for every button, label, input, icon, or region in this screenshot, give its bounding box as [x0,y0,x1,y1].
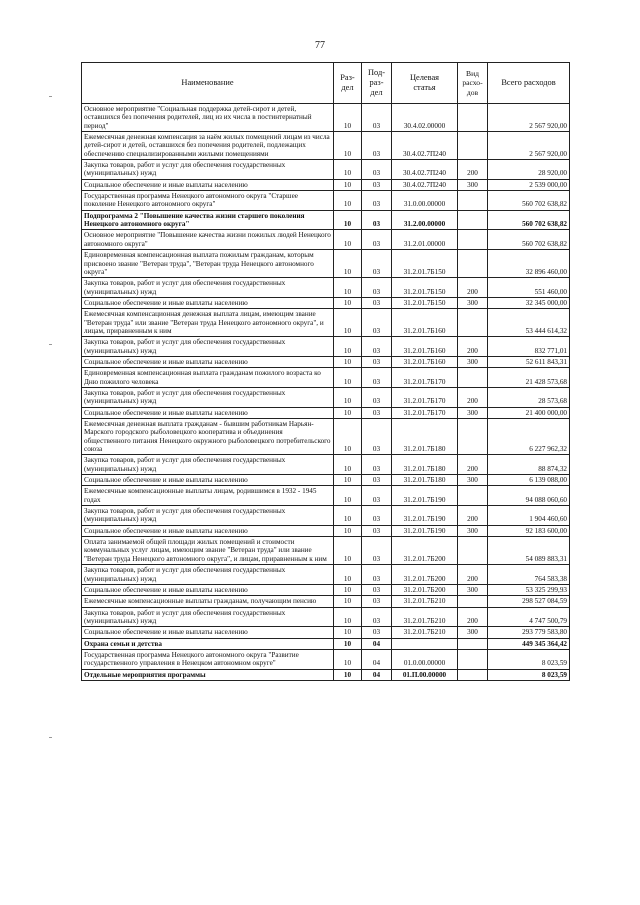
cell-subsection: 04 [362,669,392,680]
cell-amount: 1 904 460,60 [488,506,570,526]
table-row [82,104,570,132]
cell-name: Отдельные мероприятия программы [82,669,334,680]
cell-target: 31.2.01.7Б200 [392,565,458,585]
cell-subsection: 03 [362,210,392,230]
cell-section: 10 [334,537,362,565]
cell-name: Социальное обеспечение и иные выплаты населению [82,179,334,190]
cell-section: 10 [334,525,362,536]
cell-type: 300 [458,297,488,308]
cell-section: 10 [334,250,362,278]
cell-name: Социальное обеспечение и иные выплаты населению [82,627,334,638]
cell-target: 31.2.01.7Б210 [392,627,458,638]
cell-name: Охрана семьи и детства [82,638,334,649]
cell-target: 31.2.01.7Б180 [392,475,458,486]
table-row [82,297,570,308]
cell-section: 10 [334,486,362,506]
table-row [82,506,570,526]
cell-type [458,596,488,607]
cell-type [458,649,488,669]
cell-section: 10 [334,104,362,132]
cell-target: 31.2.01.7Б190 [392,486,458,506]
cell-type: 200 [458,278,488,298]
cell-type: 300 [458,407,488,418]
cell-type [458,104,488,132]
page-number: 77 [315,40,325,51]
table-row [82,337,570,357]
cell-name: Основное мероприятие "Повышение качества жизни пожилых людей Ненецкого автономного округа" [82,230,334,250]
table-row [82,565,570,585]
table-row [82,419,570,455]
cell-name: Закупка товаров, работ и услуг для обеспечения государственных (муниципальных) нужд [82,337,334,357]
cell-target: 30.4.02.7П240 [392,132,458,160]
cell-amount: 8 023,59 [488,649,570,669]
cell-section: 10 [334,669,362,680]
cell-target: 31.2.01.7Б180 [392,455,458,475]
cell-amount: 8 023,59 [488,669,570,680]
table-row [82,250,570,278]
cell-type [458,669,488,680]
cell-amount: 832 771,01 [488,337,570,357]
cell-amount: 53 444 614,32 [488,309,570,337]
cell-type: 300 [458,179,488,190]
cell-section: 10 [334,455,362,475]
scan-mark [49,737,52,738]
cell-type [458,230,488,250]
cell-subsection: 03 [362,337,392,357]
cell-amount: 764 583,38 [488,565,570,585]
cell-name: Закупка товаров, работ и услуг для обеспечения государственных (муниципальных) нужд [82,278,334,298]
cell-name: Социальное обеспечение и иные выплаты населению [82,525,334,536]
cell-target: 31.2.01.7Б160 [392,337,458,357]
cell-name: Социальное обеспечение и иные выплаты населению [82,407,334,418]
cell-amount: 560 702 638,82 [488,230,570,250]
cell-section: 10 [334,407,362,418]
cell-subsection: 03 [362,584,392,595]
cell-section: 10 [334,419,362,455]
cell-target: 01.П.00.00000 [392,669,458,680]
cell-name: Подпрограмма 2 "Повышение качества жизни старшего поколения Ненецкого автономного округа" [82,210,334,230]
cell-target: 31.2.01.7Б160 [392,309,458,337]
cell-type [458,191,488,211]
table-row [82,407,570,418]
cell-subsection: 03 [362,537,392,565]
cell-subsection: 03 [362,250,392,278]
cell-section: 10 [334,132,362,160]
cell-amount: 94 088 060,60 [488,486,570,506]
cell-type: 200 [458,565,488,585]
cell-section: 10 [334,297,362,308]
cell-type [458,132,488,160]
cell-type [458,368,488,388]
cell-type: 200 [458,160,488,180]
cell-amount: 28 920,00 [488,160,570,180]
table-row [82,309,570,337]
cell-subsection: 03 [362,565,392,585]
cell-section: 10 [334,179,362,190]
cell-name: Закупка товаров, работ и услуг для обеспечения государственных (муниципальных) нужд [82,455,334,475]
cell-name: Закупка товаров, работ и услуг для обеспечения государственных (муниципальных) нужд [82,506,334,526]
table-row [82,669,570,680]
cell-subsection: 03 [362,407,392,418]
cell-subsection: 03 [362,132,392,160]
cell-section: 10 [334,565,362,585]
cell-amount: 560 702 638,82 [488,210,570,230]
cell-subsection: 03 [362,179,392,190]
cell-section: 10 [334,649,362,669]
cell-subsection: 03 [362,607,392,627]
table-row [82,230,570,250]
cell-target: 31.2.01.7Б200 [392,537,458,565]
cell-section: 10 [334,230,362,250]
cell-name: Социальное обеспечение и иные выплаты населению [82,356,334,367]
cell-amount: 28 573,68 [488,387,570,407]
table-row [82,191,570,211]
cell-amount: 6 139 088,00 [488,475,570,486]
cell-section: 10 [334,627,362,638]
cell-subsection: 03 [362,230,392,250]
table-body [82,104,570,681]
cell-target: 30.4.02.7П240 [392,179,458,190]
cell-section: 10 [334,638,362,649]
table-row [82,607,570,627]
cell-name: Ежемесячная денежная компенсация за наём жилых помещений лицам из числа детей-сирот и детей, оставшихся без попечения родителей, подлежащих обеспечению специализированными жилыми помещениями [82,132,334,160]
cell-type: 300 [458,584,488,595]
cell-amount: 32 896 460,00 [488,250,570,278]
cell-amount: 2 539 000,00 [488,179,570,190]
header-type: Вид расхо- дов [458,63,488,104]
table-row [82,475,570,486]
cell-section: 10 [334,607,362,627]
cell-name: Ежемесячная денежная выплата гражданам - бывшим работникам Нарьян-Марского городского рыболовецкого кооператива и объединения общественного питания Ненецкого окружного рыболовецкого потребительского союза [82,419,334,455]
cell-subsection: 03 [362,278,392,298]
cell-type: 200 [458,337,488,357]
cell-name: Закупка товаров, работ и услуг для обеспечения государственных (муниципальных) нужд [82,565,334,585]
cell-amount: 54 089 883,31 [488,537,570,565]
cell-target: 31.2.01.7Б200 [392,584,458,595]
cell-target: 31.0.00.00000 [392,191,458,211]
cell-name: Единовременная компенсационная выплата пожилым гражданам, которым присвоено звание "Ветеран труда", "Ветеран труда Ненецкого автономного округа" [82,250,334,278]
cell-amount: 88 874,32 [488,455,570,475]
cell-section: 10 [334,356,362,367]
cell-amount: 298 527 084,59 [488,596,570,607]
cell-target [392,638,458,649]
cell-target: 31.2.01.7Б170 [392,368,458,388]
cell-target: 31.2.01.00000 [392,230,458,250]
cell-target: 30.4.02.00000 [392,104,458,132]
cell-type: 300 [458,525,488,536]
table-row [82,368,570,388]
header-subsection: Под- раз- дел [362,63,392,104]
table-row [82,537,570,565]
cell-type: 200 [458,455,488,475]
cell-section: 10 [334,309,362,337]
cell-type [458,250,488,278]
table-row [82,179,570,190]
cell-amount: 449 345 364,42 [488,638,570,649]
cell-target: 31.2.01.7Б150 [392,278,458,298]
cell-subsection: 03 [362,475,392,486]
table-row [82,525,570,536]
cell-amount: 21 428 573,68 [488,368,570,388]
cell-name: Основное мероприятие "Социальная поддержка детей-сирот и детей, оставшихся без попечения родителей, лиц из их числа в постинтернатный период" [82,104,334,132]
cell-amount: 6 227 962,32 [488,419,570,455]
cell-type [458,210,488,230]
table-row [82,584,570,595]
cell-type: 300 [458,475,488,486]
cell-subsection: 03 [362,387,392,407]
cell-type: 200 [458,607,488,627]
cell-subsection: 03 [362,368,392,388]
table-row [82,627,570,638]
cell-name: Ежемесячные компенсационные выплаты гражданам, получающим пенсию [82,596,334,607]
cell-name: Государственная программа Ненецкого автономного округа "Развитие государственного управления в Ненецком автономном округе" [82,649,334,669]
cell-type: 300 [458,356,488,367]
header-target: Целевая статья [392,63,458,104]
table-header-row [82,63,570,104]
cell-amount: 21 400 000,00 [488,407,570,418]
cell-name: Социальное обеспечение и иные выплаты населению [82,584,334,595]
cell-amount: 560 702 638,82 [488,191,570,211]
cell-type [458,419,488,455]
cell-name: Государственная программа Ненецкого автономного округа "Старшее поколение Ненецкого автономного округа" [82,191,334,211]
cell-name: Закупка товаров, работ и услуг для обеспечения государственных (муниципальных) нужд [82,160,334,180]
cell-target: 01.0.00.00000 [392,649,458,669]
cell-section: 10 [334,278,362,298]
cell-subsection: 03 [362,309,392,337]
cell-section: 10 [334,191,362,211]
cell-target: 31.2.01.7Б190 [392,525,458,536]
cell-target: 31.2.01.7Б170 [392,387,458,407]
table-row [82,210,570,230]
cell-section: 10 [334,387,362,407]
header-total: Всего расходов [488,63,570,104]
table-row [82,638,570,649]
cell-amount: 53 325 299,93 [488,584,570,595]
cell-target: 31.2.01.7Б150 [392,297,458,308]
cell-section: 10 [334,596,362,607]
cell-section: 10 [334,337,362,357]
cell-type [458,309,488,337]
cell-name: Ежемесячная компенсационная денежная выплата лицам, имеющим звание "Ветеран труда" или звание "Ветеран труда Ненецкого автономного округа", и лицам, приравненным к ним [82,309,334,337]
table-row [82,278,570,298]
cell-target: 31.2.01.7Б190 [392,506,458,526]
cell-name: Социальное обеспечение и иные выплаты населению [82,297,334,308]
cell-section: 10 [334,210,362,230]
cell-name: Ежемесячные компенсационные выплаты лицам, родившимся в 1932 - 1945 годах [82,486,334,506]
cell-subsection: 03 [362,419,392,455]
cell-subsection: 03 [362,356,392,367]
cell-name: Закупка товаров, работ и услуг для обеспечения государственных (муниципальных) нужд [82,387,334,407]
cell-type [458,537,488,565]
cell-subsection: 03 [362,297,392,308]
cell-amount: 32 345 000,00 [488,297,570,308]
header-section: Раз- дел [334,63,362,104]
cell-subsection: 03 [362,627,392,638]
cell-amount: 293 779 583,80 [488,627,570,638]
cell-target: 31.2.01.7Б160 [392,356,458,367]
cell-amount: 52 611 843,31 [488,356,570,367]
cell-target: 31.2.01.7Б210 [392,596,458,607]
scan-mark [49,96,52,97]
cell-amount: 2 567 920,00 [488,104,570,132]
cell-type [458,486,488,506]
cell-type [458,638,488,649]
cell-name: Единовременная компенсационная выплата гражданам пожилого возраста ко Дню пожилого человека [82,368,334,388]
cell-section: 10 [334,160,362,180]
cell-section: 10 [334,584,362,595]
cell-target: 31.2.00.00000 [392,210,458,230]
table-row [82,387,570,407]
cell-type: 200 [458,387,488,407]
cell-subsection: 03 [362,596,392,607]
cell-amount: 551 460,00 [488,278,570,298]
cell-subsection: 03 [362,160,392,180]
table-row [82,160,570,180]
cell-amount: 2 567 920,00 [488,132,570,160]
cell-section: 10 [334,475,362,486]
cell-type: 300 [458,627,488,638]
cell-amount: 92 183 600,00 [488,525,570,536]
cell-target: 31.2.01.7Б150 [392,250,458,278]
cell-amount: 4 747 500,79 [488,607,570,627]
table-row [82,486,570,506]
cell-subsection: 04 [362,649,392,669]
scan-mark [49,344,52,345]
cell-subsection: 03 [362,506,392,526]
cell-target: 31.2.01.7Б180 [392,419,458,455]
budget-table [81,62,570,681]
cell-subsection: 03 [362,455,392,475]
table-row [82,132,570,160]
cell-subsection: 03 [362,104,392,132]
cell-subsection: 03 [362,525,392,536]
table-row [82,596,570,607]
table-row [82,356,570,367]
table-row [82,455,570,475]
cell-target: 31.2.01.7Б210 [392,607,458,627]
cell-type: 200 [458,506,488,526]
header-name: Наименование [82,63,334,104]
cell-name: Оплата занимаемой общей площади жилых помещений и стоимости коммунальных услуг лицам, имеющим звание "Ветеран труда" или звание "Ветеран труда Ненецкого автономного округа", и лицам, приравненным к ним [82,537,334,565]
cell-section: 10 [334,506,362,526]
cell-subsection: 03 [362,486,392,506]
cell-subsection: 04 [362,638,392,649]
cell-name: Закупка товаров, работ и услуг для обеспечения государственных (муниципальных) нужд [82,607,334,627]
cell-target: 31.2.01.7Б170 [392,407,458,418]
cell-name: Социальное обеспечение и иные выплаты населению [82,475,334,486]
cell-target: 30.4.02.7П240 [392,160,458,180]
table-row [82,649,570,669]
cell-section: 10 [334,368,362,388]
cell-subsection: 03 [362,191,392,211]
